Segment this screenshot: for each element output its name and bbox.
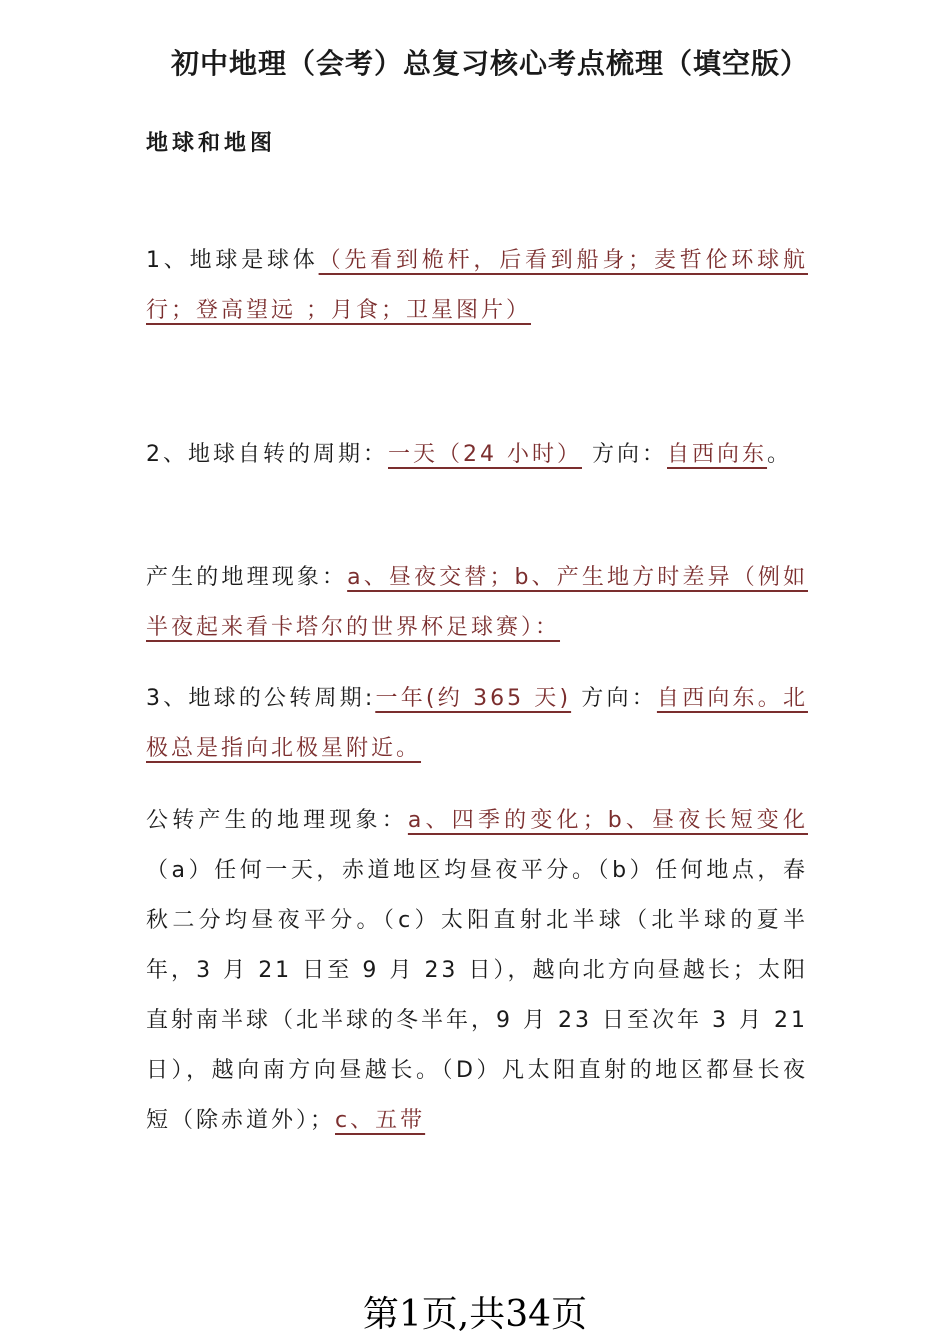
answer-fill: 自西向东。北极总是指向北极星附近。 [146,686,808,761]
paragraph-lead: 2、地球自转的周期： [146,442,388,467]
section-heading: 地球和地图 [146,131,277,156]
paragraph-text: 方向： [581,686,657,711]
paragraph-earth-sphere [146,236,808,336]
paragraph-lead: 公转产生的地理现象： [146,808,408,833]
answer-fill: a、四季的变化；b、昼夜长短变化 [407,808,808,833]
answer-fill: 自西向东 [667,442,768,467]
answer-fill: （先看到桅杆，后看到船身；麦哲伦环球航行；登高望远 ；月食；卫星图片） [146,248,808,323]
paragraph-rotation-phenomena [146,553,808,653]
answer-fill: 一天（24 小时） [388,442,582,467]
paragraph-rotation [146,430,808,480]
paragraph-lead: 产生的地理现象： [146,565,348,590]
page-title: 初中地理（会考）总复习核心考点梳理（填空版） [170,47,809,80]
paragraph-lead: 1、地球是球体 [146,248,319,273]
answer-fill: c、五带 [335,1108,426,1133]
paragraph-lead: 3、地球的公转周期: [146,686,376,711]
page-footer: 第1页,共34页 [362,1294,588,1335]
paragraph-text: 方向： [592,442,668,467]
paragraph-text: 。 [767,442,793,467]
answer-fill: a、昼夜交替；b、产生地方时差异（例如半夜起来看卡塔尔的世界杯足球赛）： [146,565,808,640]
paragraph-body: （a）任何一天，赤道地区均昼夜平分。（b）任何地点，春秋二分均昼夜平分。（c）太阳直射北半球（北半球的夏半年，3 月 21 日至 9 月 23 日），越向北方向昼越长；太阳直射南半球（北半球的冬半年，9 月 23 日至次年 3 月 21 日），越向南方向昼越长。（D）凡太阳直射的地区都昼长夜短（除赤道外）； [146,858,808,1133]
answer-fill: 一年(约 365 天) [375,686,572,711]
paragraph-revolution [146,674,808,774]
paragraph-revolution-phenomena [146,796,808,1146]
